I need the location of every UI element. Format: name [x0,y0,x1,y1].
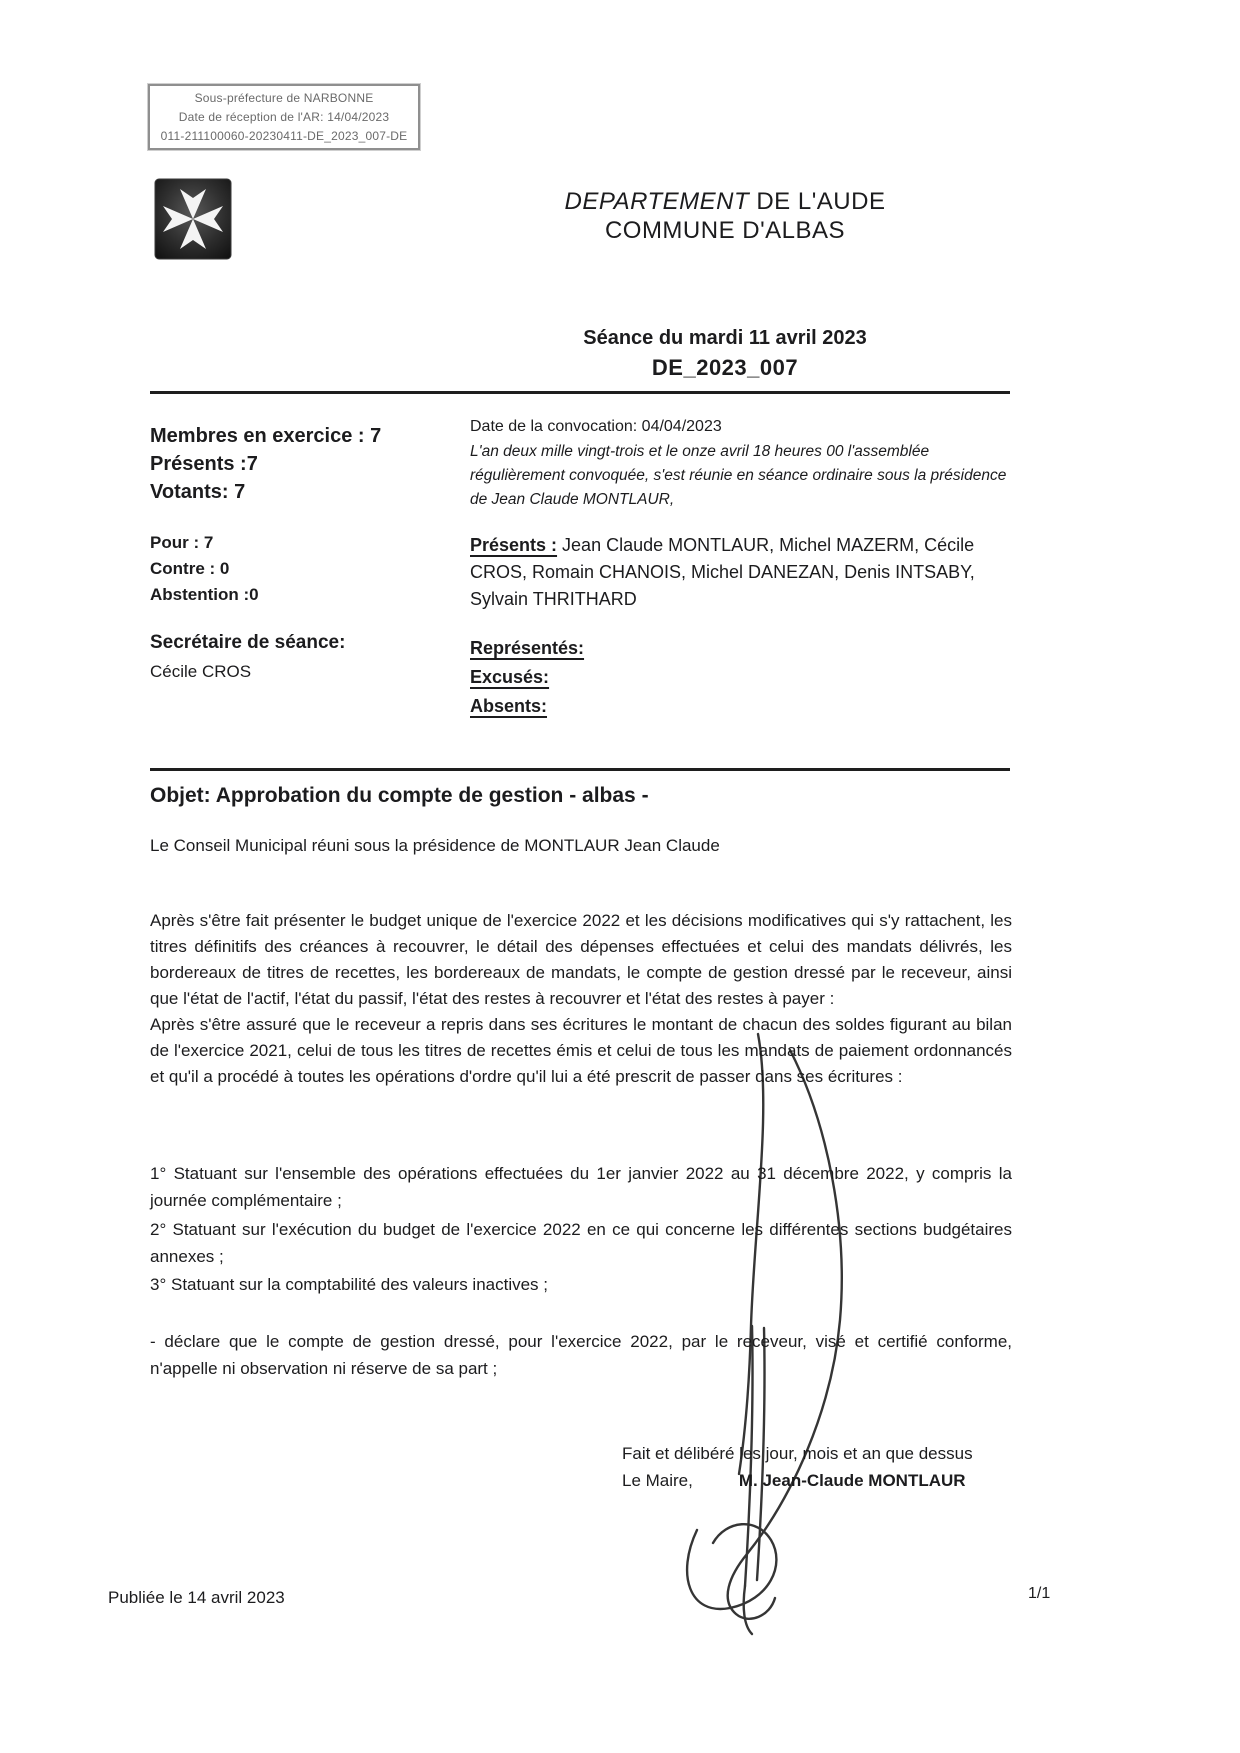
commune-emblem [154,178,232,260]
council-intro-line: Le Conseil Municipal réuni sous la présidence de MONTLAUR Jean Claude [150,836,720,855]
page-number: 1/1 [1028,1585,1051,1602]
votes-abstention: Abstention :0 [150,585,259,604]
vote-summary-column [150,422,465,685]
members-present: Présents :7 [150,453,258,475]
absent-label: Absents: [470,696,548,716]
subject-heading: Objet: Approbation du compte de gestion - albas - [150,784,649,807]
declaration-paragraph: - déclare que le compte de gestion dressé, pour l'exercice 2022, par le receveur, visé et certifié conforme, n'appelle ni observation ni réserve de sa part ; [150,1332,1012,1378]
signer-name: M. Jean-Claude MONTLAUR [738,1471,966,1490]
members-in-office: Membres en exercice : 7 [150,425,382,447]
publication-date: Publiée le 14 avril 2023 [108,1588,285,1607]
stamp-reference-number: 011-211100060-20230411-DE_2023_007-DE [160,128,408,143]
present-members-list [470,532,990,613]
commune-title: COMMUNE D'ALBAS [604,217,846,244]
votes-for: Pour : 7 [150,533,214,552]
signer-role: Le Maire, [622,1471,693,1490]
maltese-cross-icon [154,178,232,260]
stamp-prefecture: Sous-préfecture de NARBONNE [194,90,374,105]
horizontal-rule-top [150,391,1010,394]
members-voting: Votants: 7 [150,481,246,503]
secretary-name: Cécile CROS [150,662,252,681]
session-preamble: L'an deux mille vingt-trois et le onze avril 18 heures 00 l'assemblée régulièrement convoquée, s'est réunie en séance ordinaire sous la présidence de Jean Claude MONTLAUR, [470,443,1007,508]
roll-call-labels [470,634,1015,721]
spacer [150,506,465,530]
signature-closing-line: Fait et délibéré les jour, mois et an que dessus [622,1444,973,1463]
votes-against: Contre : 0 [150,559,230,578]
department-title-italic: DEPARTEMENT [564,188,750,215]
secretary-label: Secrétaire de séance: [150,632,346,653]
paragraph-receiver-assurance: Après s'être assuré que le receveur a repris dans ses écritures le montant de chacun des soldes figurant au bilan de l'exercice 2021, celui de tous les titres de recettes émis et celui de tous les mandats de paiement ordonnancés et qu'il a procédé à toutes les opérations d'ordre qu'il lui a été prescrit de passer dans ses écritures : [150,1015,1012,1086]
reception-stamp [148,84,420,150]
department-title [430,188,1020,216]
represented-label: Représentés: [470,638,585,658]
present-members-names: Jean Claude MONTLAUR, Michel MAZERM, Cécile CROS, Romain CHANOIS, Michel DANEZAN, Denis INTSABY, Sylvain THRITHARD [470,535,975,609]
ruling-item-3: 3° Statuant sur la comptabilité des valeurs inactives ; [150,1275,548,1294]
session-date-title: Séance du mardi 11 avril 2023 [583,327,867,349]
session-details-column [470,416,1015,721]
ruling-item-2: 2° Statuant sur l'exécution du budget de l'exercice 2022 en ce qui concerne les différentes sections budgétaires annexes ; [150,1220,1012,1266]
stamp-reception-date: Date de réception de l'AR: 14/04/2023 [178,109,390,124]
paragraph-budget-presentation: Après s'être fait présenter le budget unique de l'exercice 2022 et les décisions modificatives qui s'y rattachent, les titres définitifs des créances à recouvrer, le détail des dépenses effectuées et celui des mandats délivrés, les bordereaux de titres de recettes, les bordereaux de mandats, le compte de gestion dressé par le receveur, ainsi que l'état de l'actif, l'état du passif, l'état des restes à recouvrer et l'état des restes à payer : [150,911,1012,1008]
department-title-rest: DE L'AUDE [749,188,886,215]
present-members-label: Présents : [470,535,558,555]
ruling-item-1: 1° Statuant sur l'ensemble des opérations effectuées du 1er janvier 2022 au 31 décembre 2022, y compris la journée complémentaire ; [150,1164,1012,1210]
horizontal-rule-middle [150,768,1010,771]
handwritten-signature [640,1028,890,1638]
excused-label: Excusés: [470,667,550,687]
convocation-date: Date de la convocation: 04/04/2023 [470,418,722,435]
spacer [150,608,465,630]
deliberation-number: DE_2023_007 [651,355,799,380]
